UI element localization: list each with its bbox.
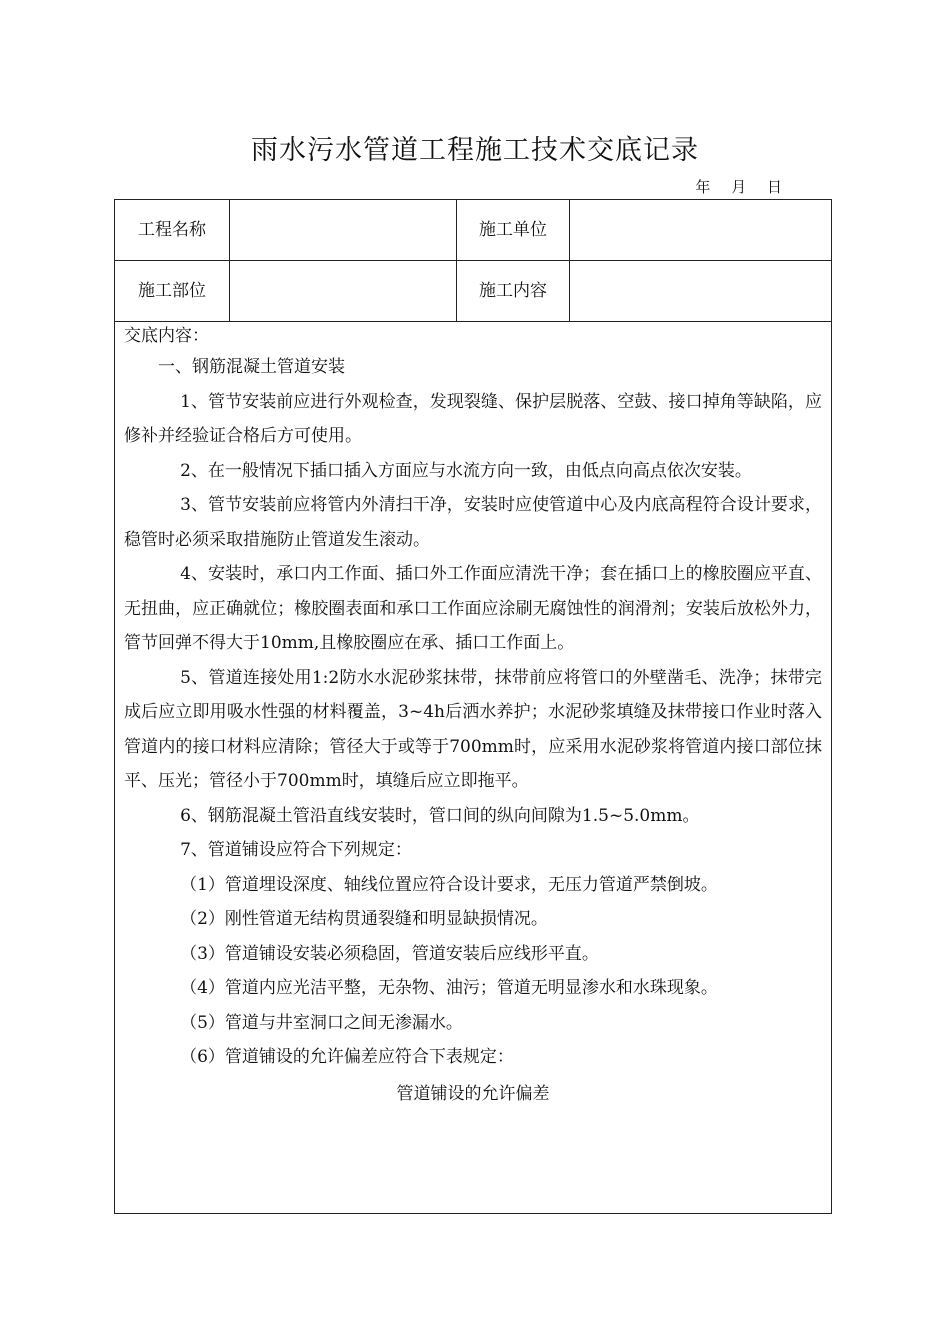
document-title: 雨水污水管道工程施工技术交底记录 bbox=[251, 135, 699, 166]
briefing-content bbox=[115, 322, 831, 1111]
table-caption: 管道铺设的允许偏差 bbox=[396, 1083, 550, 1104]
sub-item: （6）管道铺设的允许偏差应符合下表规定： bbox=[180, 1047, 514, 1067]
project-name-label: 工程名称 bbox=[138, 220, 206, 240]
list-item: 6、钢筋混凝土管沿直线安装时，管口间的纵向间隙为1.5~5.0mm。 bbox=[180, 805, 700, 826]
date-line bbox=[685, 176, 782, 197]
project-name-field[interactable] bbox=[230, 200, 456, 260]
list-item: 3、管节安装前应将管内外清扫干净，安装时应使管道中心及内底高程符合设计要求，稳管时必须采取措施防止管道发生滚动。 bbox=[124, 495, 822, 550]
header-divider bbox=[229, 200, 230, 322]
record-form bbox=[114, 199, 832, 1214]
briefing-lead: 交底内容： bbox=[124, 326, 209, 346]
sub-item: （4）管道内应光洁平整，无杂物、油污；管道无明显渗水和水珠现象。 bbox=[180, 978, 718, 998]
date-month: 月 bbox=[731, 178, 747, 196]
header-row-2 bbox=[115, 261, 831, 322]
list-item: 2、在一般情况下插口插入方面应与水流方向一致，由低点向高点依次安装。 bbox=[180, 460, 752, 481]
sub-item: （3）管道铺设安装必须稳固，管道安装后应线形平直。 bbox=[180, 943, 599, 964]
sub-item: （1）管道埋设深度、轴线位置应符合设计要求，无压力管道严禁倒坡。 bbox=[180, 874, 718, 895]
construction-part-label: 施工部位 bbox=[138, 281, 206, 301]
list-item: 1、管节安装前应进行外观检查，发现裂缝、保护层脱落、空鼓、接口掉角等缺陷，应修补并经验证合格后方可使用。 bbox=[124, 391, 822, 446]
sub-item: （2）刚性管道无结构贯通裂缝和明显缺损情况。 bbox=[180, 909, 548, 929]
header-row-1 bbox=[115, 200, 831, 261]
date-year: 年 bbox=[695, 178, 711, 196]
section-heading: 一、钢筋混凝土管道安装 bbox=[158, 357, 345, 377]
construction-unit-label: 施工单位 bbox=[479, 220, 547, 240]
construction-unit-field[interactable] bbox=[570, 200, 832, 260]
list-item: 4、安装时，承口内工作面、插口外工作面应清洗干净；套在插口上的橡胶圈应平直、无扭曲，应正确就位；橡胶圈表面和承口工作面应涂刷无腐蚀性的润滑剂；安装后放松外力，管节回弹不得大于10mm,且橡胶圈应在承、插口工作面上。 bbox=[124, 564, 822, 653]
construction-content-label: 施工内容 bbox=[479, 281, 547, 301]
header-divider bbox=[569, 200, 570, 322]
list-item: 5、管道连接处用1:2防水水泥砂浆抹带，抹带前应将管口的外壁凿毛、洗净；抹带完成后应立即用吸水性强的材料覆盖，3~4h后洒水养护；水泥砂浆填缝及抹带接口作业时落入管道内的接口材料应清除；管径大于或等于700mm时，应采用水泥砂浆将管道内接口部位抹平、压光；管径小于700mm时，填缝后应立即拖平。 bbox=[124, 667, 822, 791]
construction-part-field[interactable] bbox=[230, 261, 456, 321]
sub-item: （5）管道与井室洞口之间无渗漏水。 bbox=[180, 1012, 463, 1033]
date-day: 日 bbox=[766, 178, 782, 196]
header-divider bbox=[456, 200, 457, 322]
construction-content-field[interactable] bbox=[570, 261, 832, 321]
list-item: 7、管道铺设应符合下列规定： bbox=[180, 840, 412, 860]
